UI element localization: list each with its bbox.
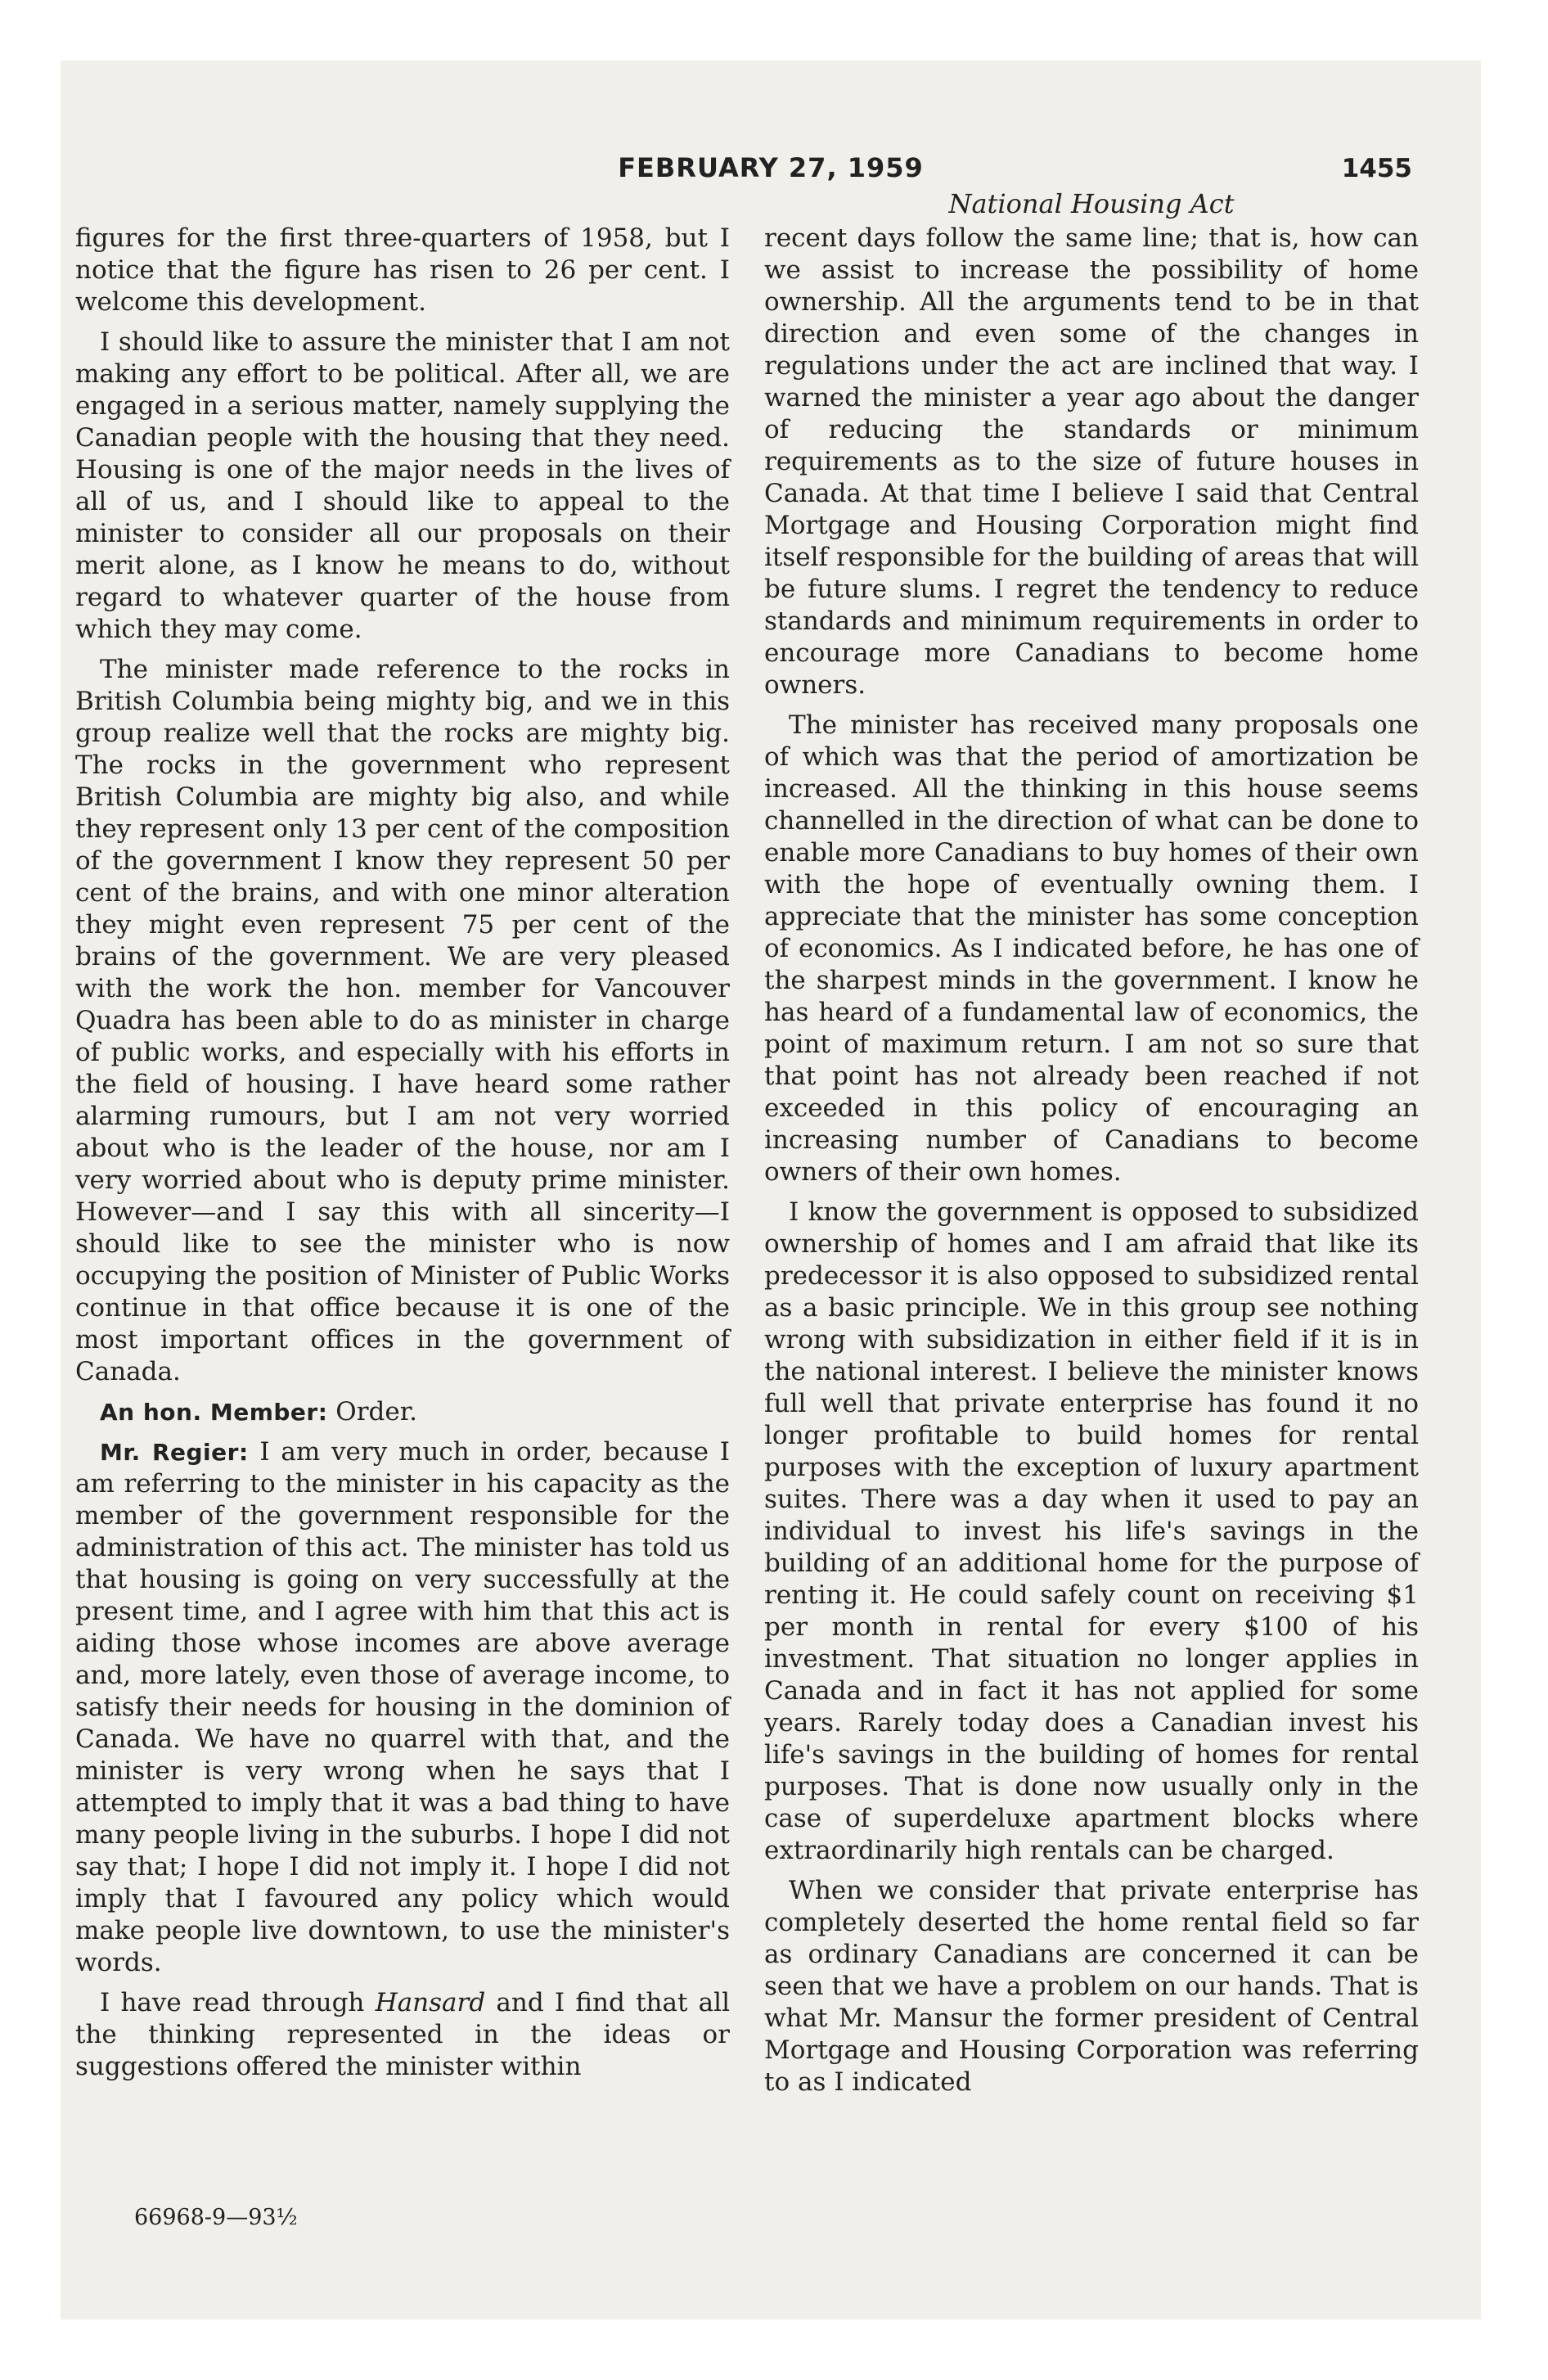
paragraph: I should like to assure the minister that I am not making any effort to be political. After all, we are engaged in a serious matter, namely supplying the Canadian people with the housing that they need. Housing is one of the major needs in the lives of all of us, and I should like to appeal to the minister to consider all our proposals on their merit alone, as I know he means to do, without regard to whatever quarter of the house from which they may come. (75, 327, 730, 644)
paragraph: The minister made reference to the rocks in British Columbia being mighty big, and we in this group realize well that the rocks are mighty big. The rocks in the government who represent British Columbia are mighty big also, and while they represent only 13 per cent of the composition of the government I know they represent 50 per cent of the brains, and with one minor alteration they might even represent 75 per cent of the brains of the government. We are very pleased with the work the hon. member for Vancouver Quadra has been able to do as minister in charge of public works, and especially with his efforts in the field of housing. I have heard some rather alarming rumours, but I am not very worried about who is the leader of the house, nor am I very worried about who is deputy prime minister. However—and I say this with all sincerity—I should like to see the minister who is now occupying the position of Minister of Public Works continue in that office because it is one of the most important offices in the government of Canada. (75, 655, 730, 1386)
paragraph: The minister has received many proposals one of which was that the period of amortization be increased. All the thinking in this house seems channelled in the direction of what can be done to enable more Canadians to buy homes of their own with the hope of eventually owning them. I appreciate that the minister has some conception of economics. As I indicated before, he has one of the sharpest minds in the government. I know he has heard of a fundamental law of economics, the point of maximum return. I am not so sure that that point has not already been reached if not exceeded in this policy of encouraging an increasing number of Canadians to become owners of their own homes. (764, 710, 1419, 1187)
document-page (61, 61, 1481, 2319)
text-run: and I find that all the thinking represented in the ideas or suggestions offered the minister within (75, 1988, 730, 2081)
paragraph: recent days follow the same line; that is, how can we assist to increase the possibility of home ownership. All the arguments tend to be in that direction and even some of the changes in regulations under the act are inclined that way. I warned the minister a year ago about the danger of reducing the standards or minimum requirements as to the size of future houses in Canada. At that time I believe I said that Central Mortgage and Housing Corporation might find itself responsible for the building of areas that will be future slums. I regret the tendency to reduce standards and minimum requirements in order to encourage more Canadians to become home owners. (764, 223, 1419, 700)
right-column (764, 223, 1419, 2107)
speaker-name: An hon. Member: (100, 1399, 328, 1426)
speech (75, 1436, 730, 1979)
speech-text: Order. (335, 1397, 417, 1427)
running-head: National Housing Act (948, 188, 1235, 219)
text-run: I have read through (100, 1988, 376, 2017)
left-column (75, 223, 730, 2091)
speech-text: I am very much in order, because I am referring to the minister in his capacity as the member of the government responsible for the administration of this act. The minister has told us that housing is going on very successfully at the present time, and I agree with him that this act is aiding those whose incomes are above average and, more lately, even those of average income, to satisfy their needs for housing in the dominion of Canada. We have no quarrel with that, and the minister is very wrong when he says that I attempted to imply that it was a bad thing to have many people living in the suburbs. I hope I did not say that; I hope I did not imply it. I hope I did not imply that I favoured any policy which would make people live downtown, to use the minister's words. (75, 1437, 730, 1977)
paragraph: When we consider that private enterprise has completely deserted the home rental field so far as ordinary Canadians are concerned it can be seen that we have a problem on our hands. That is what Mr. Mansur the former president of Central Mortgage and Housing Corporation was referring to as I indicated (764, 1876, 1419, 2097)
paragraph: figures for the first three-quarters of 1958, but I notice that the figure has risen to 26 per cent. I welcome this development. (75, 223, 730, 317)
header-date: FEBRUARY 27, 1959 (618, 152, 924, 183)
hansard-italic: Hansard (375, 1988, 486, 2017)
interjection (75, 1396, 730, 1428)
paragraph: I know the government is opposed to subsidized ownership of homes and I am afraid that like its predecessor it is also opposed to subsidized rental as a basic principle. We in this group see nothing wrong with subsidization in either field if it is in the national interest. I believe the minister knows full well that private enterprise has found it no longer profitable to build homes for rental purposes with the exception of luxury apartment suites. There was a day when it used to pay an individual to invest his life's savings in the building of an additional home for the purpose of renting it. He could safely count on receiving $1 per month in rental for every $100 of his investment. That situation no longer applies in Canada and in fact it has not applied for some years. Rarely today does a Canadian invest his life's savings in the building of homes for rental purposes. That is done now usually only in the case of superdeluxe apartment blocks where extraordinarily high rentals can be charged. (764, 1197, 1419, 1865)
paragraph (75, 1987, 730, 2083)
speaker-name: Mr. Regier: (100, 1439, 249, 1466)
footer-code: 66968-9—93½ (134, 2205, 298, 2230)
page-number: 1455 (1341, 154, 1412, 183)
